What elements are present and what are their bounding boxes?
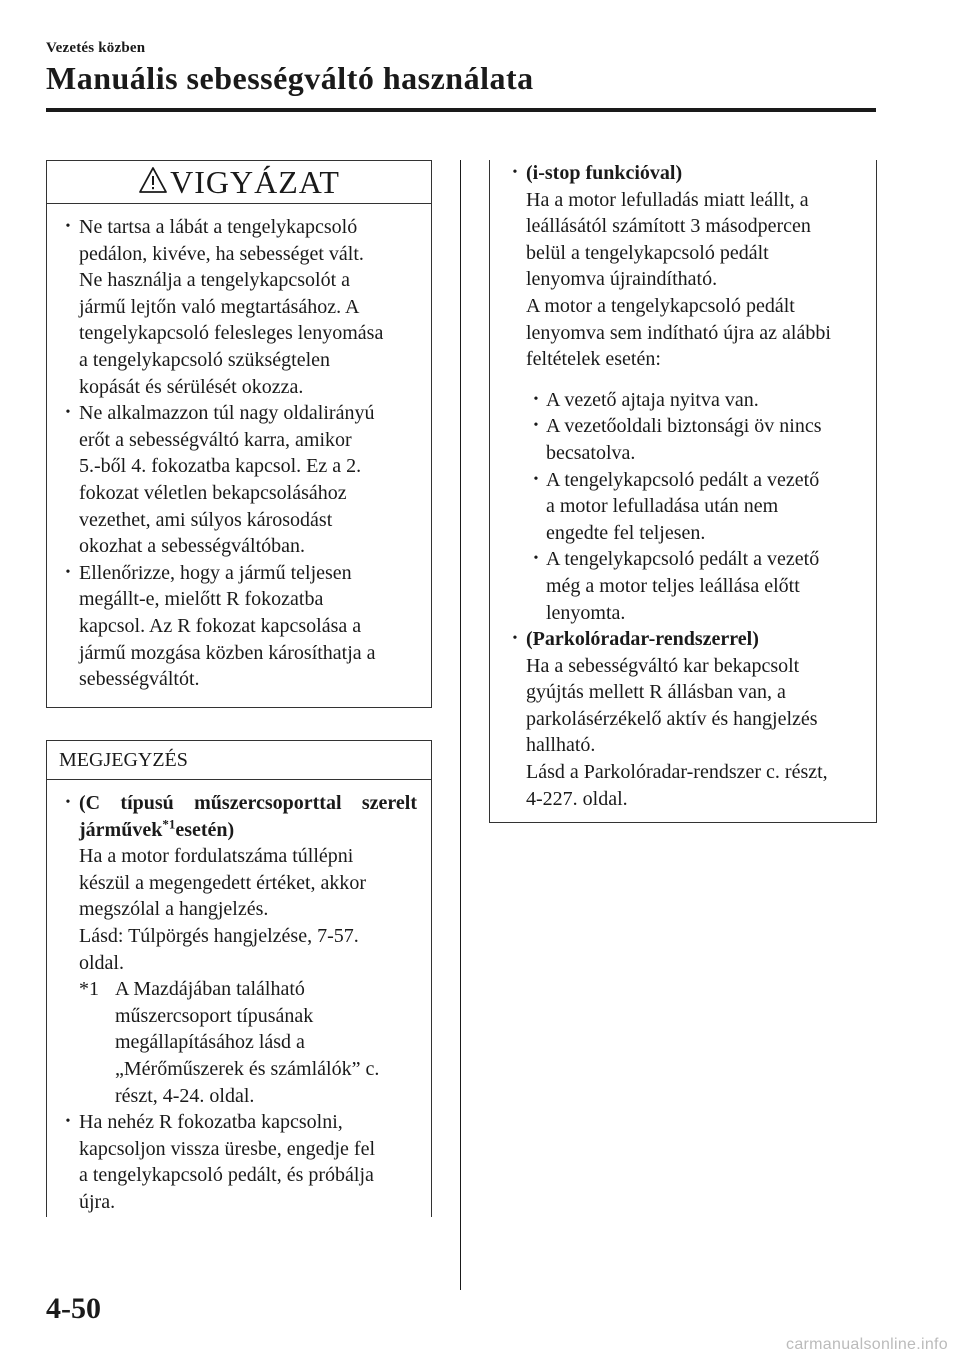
warning-triangle-icon [138,165,168,195]
warning-line: Ne használja a tengelykapcsolót a [79,269,350,292]
footnote-line: részt, 4-24. oldal. [115,1084,255,1107]
watermark: carmanualsonline.info [786,1336,948,1353]
note-item-heading: (Parkolóradar-rendszerrel) [526,628,759,651]
warning-item [57,400,417,560]
footnote-ref: *1 [162,815,176,831]
warning-box [46,160,432,708]
note-line: kapcsoljon vissza üresbe, engedje fel [79,1137,376,1160]
note-line: gyújtás mellett R állásban van, a [526,681,786,704]
warning-line: erőt a sebességváltó karra, amikor [79,428,352,451]
note-line: hallható. [526,734,596,757]
note-line: Lásd: Túlpörgés hangjelzése, 7-57. [79,924,359,947]
warning-item [57,560,417,693]
warning-line: Ne tartsa a lábát a tengelykapcsoló [79,216,358,238]
bullet: • [512,631,518,647]
bullet: • [65,1114,71,1130]
condition-line: a motor lefulladása után nem [546,495,779,518]
note-line: Ha a motor fordulatszáma túllépni [79,845,354,868]
condition-line: lenyomta. [546,601,626,624]
column-divider [460,160,461,1290]
bullet: • [65,405,71,421]
bullet: • [65,564,71,580]
note-continuation-box [489,160,877,823]
heading-text: járművek [79,818,163,841]
warning-item [57,214,417,400]
warning-title: VIGYÁZAT [170,163,340,200]
bullet: • [533,471,539,487]
note-box [46,740,432,1217]
condition-line: A vezető ajtaja nyitva van. [546,388,759,411]
condition-item [526,387,866,414]
note-item-heading: (i-stop funkcióval) [526,162,683,184]
warning-line: tengelykapcsoló felesleges lenyomása [79,322,384,345]
warning-line: okozhat a sebességváltóban. [79,535,306,558]
page-title: Manuális sebességváltó használata [46,60,534,96]
condition-item [526,413,866,466]
page-number: 4-50 [46,1292,101,1325]
note-line: megszólal a hangjelzés. [79,898,269,921]
bullet: • [533,418,539,434]
note-item-heading [79,817,417,844]
warning-line: Ellenőrizze, hogy a jármű teljesen [79,561,352,584]
note-item-heading: (C típusú műszercsoporttal szerelt [79,792,417,814]
section-label: Vezetés közben [46,40,146,56]
note-item [504,626,866,812]
bullet: • [533,551,539,567]
warning-line: pedálon, kivéve, ha sebességet vált. [79,242,364,265]
warning-body [47,204,431,693]
footnote-line: „Mérőműszerek és számlálók” c. [115,1057,380,1080]
note-line: 4-227. oldal. [526,787,628,810]
continuation-body [490,160,876,812]
condition-item [526,467,866,547]
note-line: a tengelykapcsoló pedált, és próbálja [79,1164,374,1187]
condition-line: A tengelykapcsoló pedált a vezető [546,548,820,571]
footnote-line: megállapításához lásd a [115,1031,305,1054]
warning-line: kapcsol. Az R fokozat kapcsolása a [79,614,362,637]
note-line: lenyomva újraindítható. [526,268,718,291]
warning-line: fokozat véletlen bekapcsolásához [79,481,347,504]
bullet: • [65,219,71,234]
note-line: Lásd a Parkolóradar-rendszer c. részt, [526,761,828,784]
warning-line: Ne alkalmazzon túl nagy oldalirányú [79,402,375,425]
note-line: A motor a tengelykapcsoló pedált [526,294,795,317]
note-line: újra. [79,1190,116,1213]
condition-line: még a motor teljes leállása előtt [546,574,800,597]
warning-line: a tengelykapcsoló szükségtelen [79,348,331,371]
bullet: • [533,391,539,407]
warning-line: jármű lejtőn való megtartásához. A [79,295,360,318]
note-line: belül a tengelykapcsoló pedált [526,241,769,264]
warning-line: megállt-e, mielőtt R fokozatba [79,588,324,611]
condition-line: engedte fel teljesen. [546,521,706,544]
note-line: Ha a sebességváltó kar bekapcsolt [526,654,800,677]
note-item [57,790,417,1109]
condition-item [526,546,866,626]
title-rule [46,108,876,112]
warning-line: 5.-ből 4. fokozatba kapcsol. Ez a 2. [79,455,362,478]
heading-text: esetén) [175,818,235,841]
condition-line: A vezetőoldali biztonsági öv nincs [546,415,822,438]
note-item [57,1109,417,1215]
warning-header [47,161,431,204]
note-line: készül a megengedett értéket, akkor [79,871,367,894]
footnote-line: A Mazdájában található [115,978,305,1001]
note-line: lenyomva sem indítható újra az alábbi [526,321,831,344]
note-line: feltételek esetén: [526,348,661,371]
footnote-line: műszercsoport típusának [115,1004,314,1027]
note-line: parkolásérzékelő aktív és hangjelzés [526,707,818,730]
warning-line: sebességváltót. [79,668,200,691]
warning-line: jármű mozgása közben károsíthatja a [79,641,376,664]
note-line: Ha nehéz R fokozatba kapcsolni, [79,1111,343,1134]
note-header [47,741,431,780]
condition-line: becsatolva. [546,441,636,464]
condition-list [526,387,866,626]
note-line: oldal. [79,951,124,974]
note-body [47,780,431,1216]
bullet: • [512,165,518,180]
note-line: leállásától számított 3 másodpercen [526,215,811,238]
warning-line: kopását és sérülését okozza. [79,375,304,398]
note-line: Ha a motor lefulladás miatt leállt, a [526,188,809,211]
condition-line: A tengelykapcsoló pedált a vezető [546,468,820,491]
note-item [504,160,866,626]
footnote-mark: *1 [79,978,99,1001]
note-title: MEGJEGYZÉS [59,748,188,771]
warning-line: vezethet, ami súlyos károsodást [79,508,333,531]
bullet: • [65,795,71,810]
footnote [79,976,417,1109]
